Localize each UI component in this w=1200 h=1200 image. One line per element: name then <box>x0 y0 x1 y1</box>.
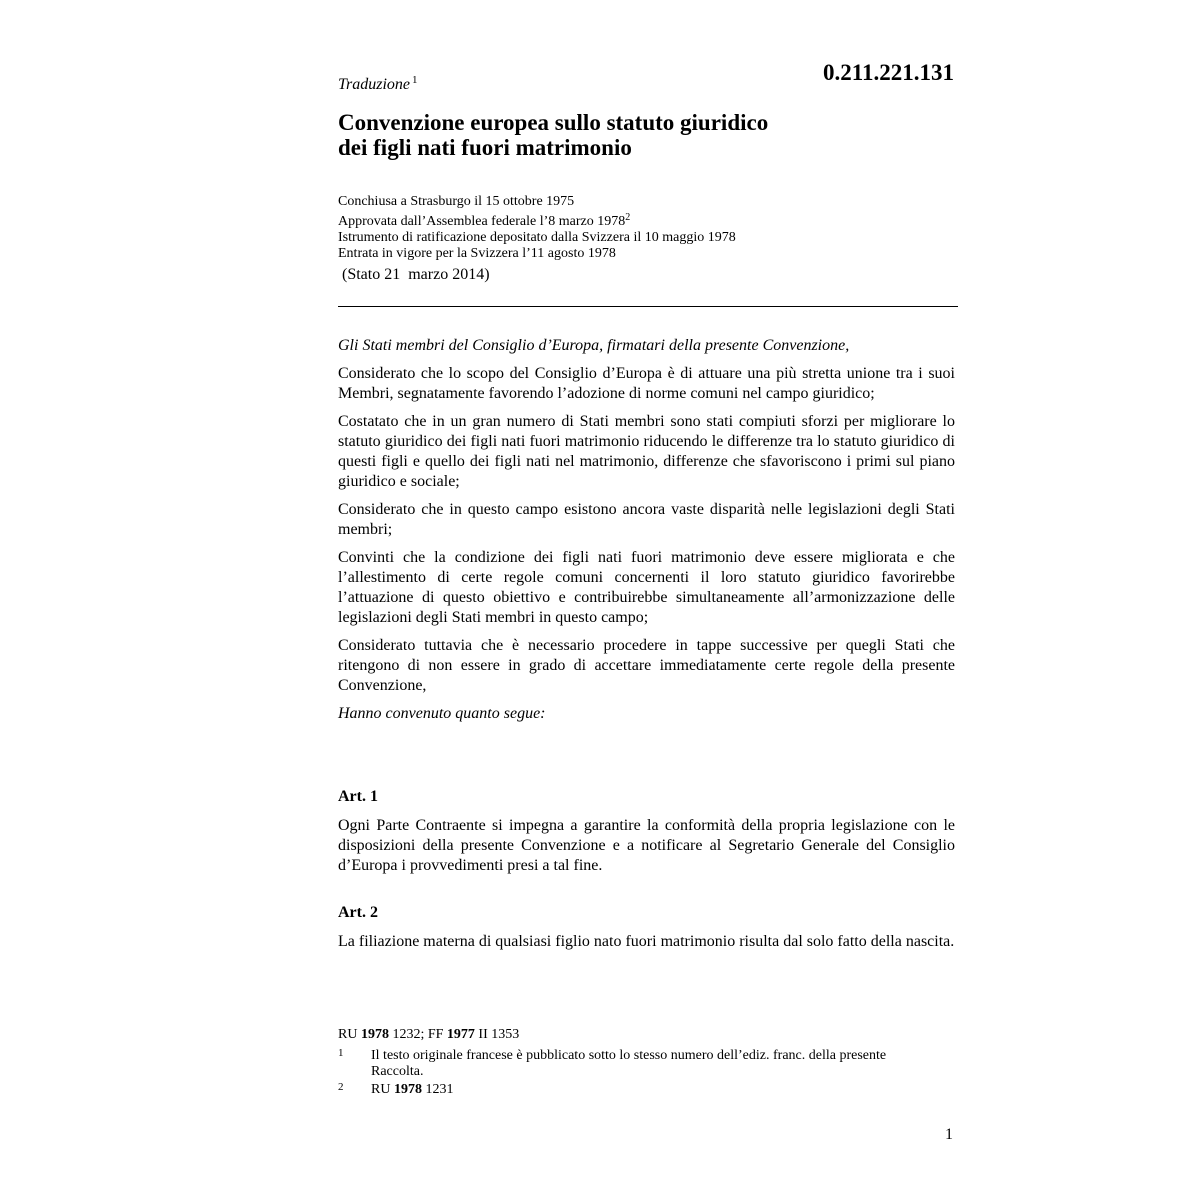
footnote-text: Il testo originale francese è pubblicato sotto lo stesso numero dell’ediz. franc. della presente Raccolta. <box>371 1048 887 1079</box>
footnote-number: 1 <box>338 1047 344 1059</box>
meta-istrumento: Istrumento di ratificazione depositato dalla Svizzera il 10 maggio 1978 <box>338 230 736 245</box>
preamble <box>338 336 955 724</box>
preamble-closing: Hanno convenuto quanto segue: <box>338 705 546 722</box>
meta-conchiusa: Conchiusa a Strasburgo il 15 ottobre 1975 <box>338 194 575 209</box>
article-2-heading: Art. 2 <box>338 904 378 921</box>
article-2-text: La filiazione materna di qualsiasi figlio nato fuori matrimonio risulta dal solo fatto della nascita. <box>338 933 955 950</box>
meta-approvata <box>338 210 736 230</box>
title-line-1: Convenzione europea sullo statuto giuridico <box>338 110 769 135</box>
meta-approvata-text: Approvata dall’Assemblea federale l’8 marzo 1978 <box>338 214 626 229</box>
footnote-text: RU 1978 1231 <box>371 1082 454 1097</box>
meta-entrata: Entrata in vigore per la Svizzera l’11 agosto 1978 <box>338 246 616 261</box>
page-number: 1 <box>945 1126 953 1143</box>
preamble-paragraph: Considerato che in questo campo esistono ancora vaste disparità nelle legislazioni degli Stati membri; <box>338 501 955 538</box>
preamble-paragraph: Convinti che la condizione dei figli nati fuori matrimonio deve essere migliorata e che l’allestimento di certe regole comuni concernenti il loro statuto giuridico favorirebbe l’attuazione di questo obiettivo e contribuirebbe simultaneamente all’armonizzazione delle legislazioni degli Stati membri in questo campo; <box>338 549 955 626</box>
footnote-number: 2 <box>338 1081 344 1093</box>
document-title <box>338 110 768 160</box>
header-divider <box>338 306 958 307</box>
title-line-2: dei figli nati fuori matrimonio <box>338 135 632 160</box>
sr-number: 0.211.221.131 <box>823 60 954 85</box>
preamble-paragraph: Costatato che in un gran numero di Stati membri sono stati compiuti sforzi per migliorare lo statuto giuridico dei figli nati fuori matrimonio riducendo le differenze tra lo statuto giuridico di questi figli e quello dei figli nati nel matrimonio, differenze che sfavoriscono i primi sul piano giuridico e sociale; <box>338 413 955 490</box>
footnote-marker-2[interactable]: 2 <box>625 212 631 223</box>
footnote-2 <box>338 1082 938 1100</box>
status-date: (Stato 21 marzo 2014) <box>342 266 490 283</box>
footnote-1 <box>338 1048 938 1082</box>
translation-label <box>338 74 418 94</box>
preamble-intro: Gli Stati membri del Consiglio d’Europa, firmatari della presente Convenzione, <box>338 337 850 354</box>
footnote-marker-1[interactable]: 1 <box>412 74 418 86</box>
publication-reference: RU 1978 1232; FF 1977 II 1353 <box>338 1027 520 1042</box>
article-1-heading: Art. 1 <box>338 788 378 805</box>
preamble-paragraph: Considerato che lo scopo del Consiglio d’Europa è di attuare una più stretta unione tra i suoi Membri, segnatamente favorendo l’adozione di norme comuni nel campo giuridico; <box>338 365 955 402</box>
article-1-text: Ogni Parte Contraente si impegna a garantire la conformità della propria legislazione con le disposizioni della presente Convenzione e a notificare al Segretario Generale del Consiglio d’Europa i provvedimenti presi a tal fine. <box>338 817 955 874</box>
translation-text: Traduzione <box>338 76 411 93</box>
preamble-paragraph: Considerato tuttavia che è necessario procedere in tappe successive per quegli Stati che ritengono di non essere in grado di accettare immediatamente certe regole della presente Convenzione, <box>338 637 955 694</box>
metadata-block <box>338 194 736 262</box>
